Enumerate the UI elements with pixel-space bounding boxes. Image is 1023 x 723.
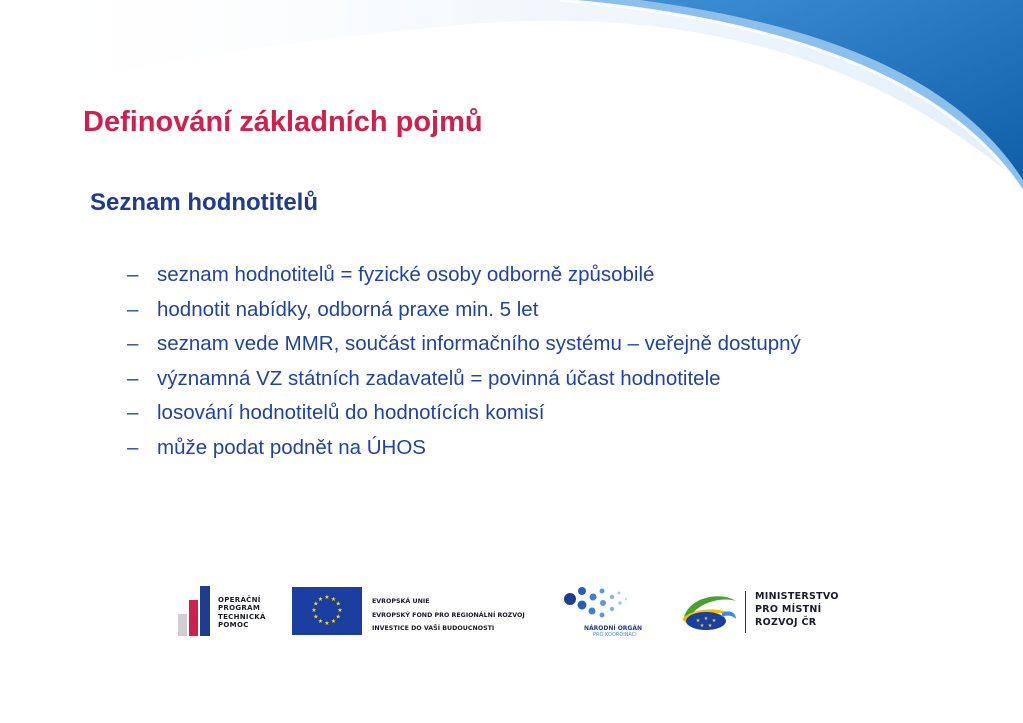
slide-subtitle: Seznam hodnotitelů (90, 189, 318, 216)
mmr-divider (745, 591, 746, 633)
svg-text:★: ★ (699, 623, 705, 629)
list-item (127, 435, 907, 460)
svg-text:★: ★ (317, 595, 324, 603)
bullet-dash: – (127, 332, 139, 355)
svg-text:★: ★ (311, 607, 317, 614)
slide-title: Definování základních pojmů (83, 106, 483, 138)
list-item (127, 331, 907, 356)
logo-strip (0, 580, 1023, 650)
nok-dots-icon (562, 585, 632, 623)
list-item (127, 297, 907, 322)
eu-line: EVROPSKÁ UNIE (372, 598, 430, 605)
svg-text:★: ★ (317, 618, 324, 626)
svg-text:★: ★ (335, 613, 341, 621)
list-item-text: může podat podnět na ÚHOS (157, 435, 426, 459)
bullet-dash: – (127, 297, 139, 321)
svg-text:★: ★ (711, 618, 717, 624)
svg-text:★: ★ (313, 613, 319, 621)
list-item-text: významná VZ státních zadavatelů = povinná účast hodnotitele (157, 366, 721, 390)
optp-logo-text: OPERAČNÍ PROGRAM TECHNICKÁ POMOC (218, 596, 266, 630)
optp-logo (178, 586, 288, 636)
mmr-logo (680, 588, 860, 638)
eu-flag-icon (292, 587, 362, 635)
list-item-text: seznam vede MMR, součást informačního systému – veřejně dostupný (157, 332, 801, 355)
svg-text:★: ★ (707, 623, 713, 629)
svg-text:★: ★ (703, 616, 709, 622)
list-item-text: losování hodnotitelů do hodnotících komisí (157, 401, 545, 424)
svg-text:★: ★ (324, 620, 330, 627)
svg-text:★: ★ (337, 607, 343, 614)
eu-line: EVROPSKÝ FOND PRO REGIONÁLNÍ ROZVOJ (372, 611, 525, 619)
nok-name: NÁRODNÍ ORGÁN (584, 625, 643, 632)
svg-text:★: ★ (330, 618, 337, 626)
bullet-list (127, 262, 907, 469)
svg-text:★: ★ (335, 600, 341, 608)
eu-logo (292, 587, 552, 635)
list-item (127, 400, 907, 425)
list-item (127, 366, 907, 391)
list-item (127, 262, 907, 287)
nok-logo (562, 585, 652, 639)
list-item-text: hodnotit nabídky, odborná praxe min. 5 let (157, 297, 539, 321)
eu-logo-text (372, 595, 525, 636)
nok-subtitle: PRO KOORDINACI (593, 632, 637, 638)
svg-text:★: ★ (695, 618, 701, 624)
bullet-dash: – (127, 401, 139, 424)
bullet-dash: – (127, 435, 139, 459)
bullet-dash: – (127, 366, 139, 390)
bullet-dash: – (127, 263, 139, 286)
mmr-logo-text: MINISTERSTVO PRO MÍSTNÍ ROZVOJ ČR (755, 591, 839, 628)
svg-text:★: ★ (313, 600, 319, 608)
svg-text:★: ★ (330, 595, 337, 603)
eu-line: INVESTICE DO VAŠÍ BUDOUCNOSTI (372, 625, 495, 632)
svg-text:★: ★ (324, 594, 330, 601)
optp-bars-icon (178, 586, 214, 636)
mmr-emblem-icon (680, 591, 738, 631)
list-item-text: seznam hodnotitelů = fyzické osoby odborně způsobilé (157, 263, 655, 286)
